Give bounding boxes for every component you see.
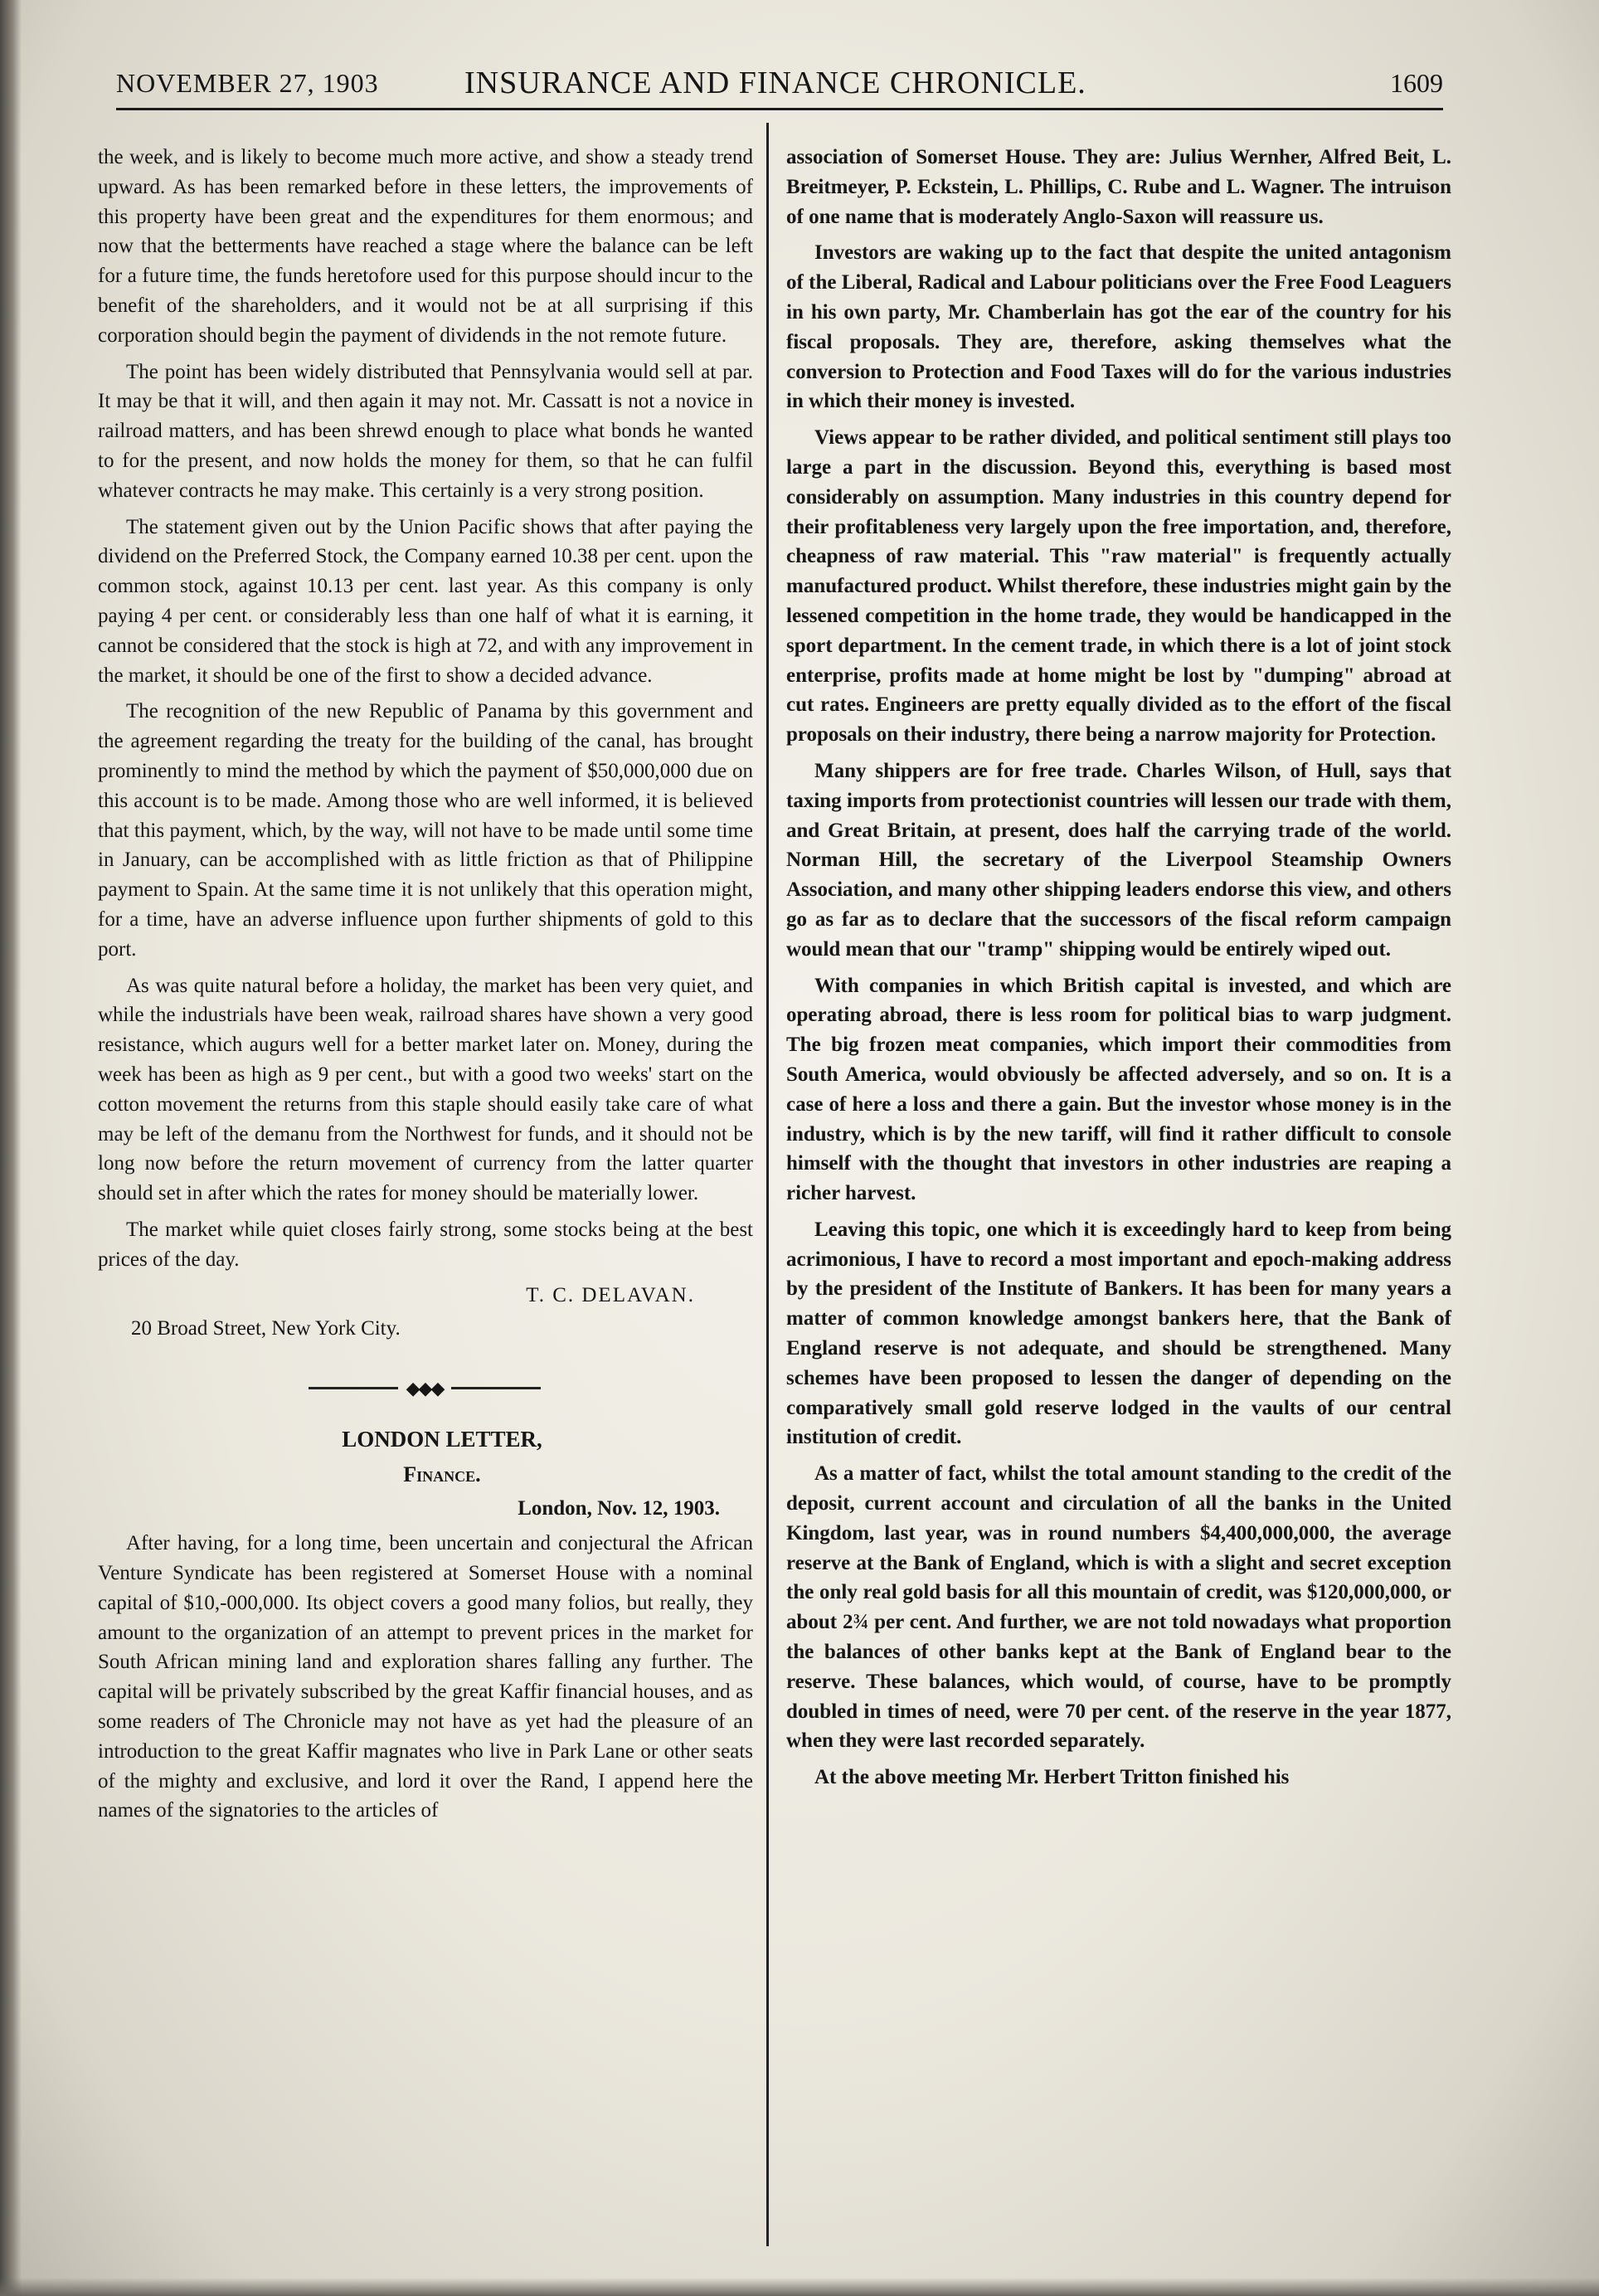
signature: T. C. DELAVAN.: [526, 1284, 695, 1307]
ornament-rule-right: [451, 1387, 541, 1389]
address-line: 20 Broad Street, New York City.: [131, 1317, 401, 1340]
paragraph: the week, and is likely to become much more active, and show a steady trend upward. As has been remarked before in these letters, the improvements of this property have been great and the expenditures for them enormous; and now that the betterments have reached a stage where the balance can be left for a future time, the funds heretofore used for this purpose should incur to the benefit of the shareholders, and it would not be at all surprising if this corporation should begin the payment of dividends in the not remote future.: [98, 146, 753, 347]
paragraph: The point has been widely distributed that Pennsylvania would sell at par. It may be that it will, and then again it may not. Mr. Cassatt is not a novice in railroad matters, and has been shrewd enough to place what bonds he wanted to for the present, and now holds the money for them, so that he can fulfil whatever contracts he may make. This certainly is a very strong position.: [98, 360, 753, 502]
section-subtitle: Finance.: [403, 1462, 481, 1486]
paragraph: association of Somerset House. They are: Julius Wernher, Alfred Beit, L. Breitmeyer, P. Eckstein, L. Phillips, C. Rube and L. Wagner. The intruison of one name that is moderately Anglo-Saxon will reassure us.: [786, 146, 1451, 228]
ornament-rule-left: [309, 1387, 398, 1389]
paragraph: As was quite natural before a holiday, the market has been very quiet, and while the industrials have been weak, railroad shares have shown a very good resistance, which augurs well for a better market later on. Money, during the week has been as high as 9 per cent., but with a good two weeks' start on the cotton movement the returns from this staple should easily take care of what may be left of the demanu from the Northwest for funds, and it should not be long now before the return movement of currency from the latter quarter should set in after which the rates for money should be materially lower.: [98, 974, 753, 1205]
page-edge-shadow-left: [0, 0, 22, 2296]
paragraph: As a matter of fact, whilst the total amount standing to the credit of the deposit, current account and circulation of all the banks in the United Kingdom, last year, was in round numbers $4,400,000,000, the average reserve at the Bank of England, which is with a slight and secret exception the only real gold basis for all this mountain of credit, was $120,000,000, or about 2¾ per cent. And further, we are not told nowadays what proportion the balances of other banks kept at the Bank of England bear to the reserve. These balances, which would, of course, have to be promptly doubled in times of need, were 70 per cent. of the reserve in the year 1877, when they were last recorded separately.: [786, 1462, 1451, 1753]
paragraph: Many shippers are for free trade. Charles Wilson, of Hull, says that taxing imports from protectionist countries will lessen our trade with them, and Great Britain, at present, does half the carrying trade of the world. Norman Hill, the secretary of the Liverpool Steamship Owners Association, and many other shipping leaders endorse this view, and others go as far as to declare that the successors of the fiscal reform campaign would mean that our "tramp" shipping would be entirely wiped out.: [786, 759, 1451, 961]
right-column: [786, 143, 1451, 1799]
section-ornament: [309, 1374, 541, 1403]
column-divider: [766, 123, 769, 2246]
dateline: London, Nov. 12, 1903.: [518, 1497, 720, 1520]
paragraph: With companies in which British capital is invested, and which are operating abroad, there is less room for political bias to warp judgment. The big frozen meat companies, which import their commodities from South America, would obviously be affected adversely, and so on. It is a case of here a loss and there a gain. But the investor whose money is in the industry, which is by the new tariff, will find it rather difficult to console himself with the thought that investors in other industries are reaping a richer harvest.: [786, 974, 1451, 1205]
header-title: INSURANCE AND FINANCE CHRONICLE.: [464, 66, 1086, 100]
paragraph: The statement given out by the Union Pacific shows that after paying the dividend on the Preferred Stock, the Company earned 10.38 per cent. upon the common stock, against 10.13 per cent. last year. As this company is only paying 4 per cent. or considerably less than one half of what it is earning, it cannot be considered that the stock is high at 72, and with any improvement in the market, it should be one of the first to show a decided advance.: [98, 515, 753, 687]
paragraph: At the above meeting Mr. Herbert Tritton finished his: [814, 1766, 1290, 1789]
paragraph: Views appear to be rather divided, and political sentiment still plays too large a part in the discussion. Beyond this, everything is based most considerably on assumption. Many industries in this country depend for their profitableness very largely upon the free importation, and, therefore, cheapness of raw material. This "raw material" is frequently actually manufactured product. Whilst therefore, these industries might gain by the lessened competition in the home trade, they would be handicapped in the sport department. In the cement trade, in which there is a lot of joint stock enterprise, profits made at home might be lost by "dumping" abroad at cut rates. Engineers are pretty equally divided as to the effort of the fiscal proposals on their industry, there being a narrow majority for Protection.: [786, 426, 1451, 747]
header-date: NOVEMBER 27, 1903: [116, 68, 379, 98]
ornament-glyph: ◆◆◆: [406, 1378, 444, 1399]
page-edge-shadow-bottom: [0, 2278, 1599, 2296]
paragraph: Investors are waking up to the fact that despite the united antagonism of the Liberal, Radical and Labour politicians over the Free Food Leaguers in his own party, Mr. Chamberlain has got the ear of the country for his fiscal proposals. They are, therefore, asking themselves what the conversion to Protection and Food Taxes will do for the various industries in which their money is invested.: [786, 241, 1451, 413]
paragraph: After having, for a long time, been uncertain and conjectural the African Venture Syndicate has been registered at Somerset House with a nominal capital of $10,-000,000. Its object covers a good many folios, but really, they amount to the organization of an attempt to prevent prices in the market for South African mining land and exploration shares falling any further. The capital will be privately subscribed by the great Kaffir financial houses, and as some readers of The Chronicle may not have as yet had the pleasure of an introduction to the great Kaffir magnates who live in Park Lane or other seats of the mighty and exclusive, and lord it over the Rand, I append here the names of the signatories to the articles of: [98, 1532, 753, 1822]
left-column: [98, 143, 753, 1832]
page-header: [116, 60, 1443, 101]
section-title: LONDON LETTER,: [342, 1426, 542, 1452]
paragraph: The market while quiet closes fairly strong, some stocks being at the best prices of the day.: [98, 1218, 753, 1271]
paragraph: The recognition of the new Republic of Panama by this government and the agreement regarding the treaty for the building of the canal, has brought prominently to mind the method by which the payment of $50,000,000 due on this account is to be made. Among those who are well informed, it is believed that this payment, which, by the way, will not have to be made until some time in January, can be accomplished with as little friction as that of Philippine payment to Spain. At the same time it is not unlikely that this operation might, for a time, have an adverse influence upon further shipments of gold to this port.: [98, 700, 753, 961]
header-rule: [116, 108, 1443, 110]
paragraph: Leaving this topic, one which it is exceedingly hard to keep from being acrimonious, I have to record a most important and epoch-making address by the president of the Institute of Bankers. It has been for many years a matter of common knowledge amongst bankers here, that the Bank of England reserve is not adequate, and should be strengthened. Many schemes have been proposed to lessen the danger of depending on the comparatively small gold reserve lodged in the vaults of our central institution of credit.: [786, 1218, 1451, 1449]
header-page-number: 1609: [1390, 68, 1443, 98]
